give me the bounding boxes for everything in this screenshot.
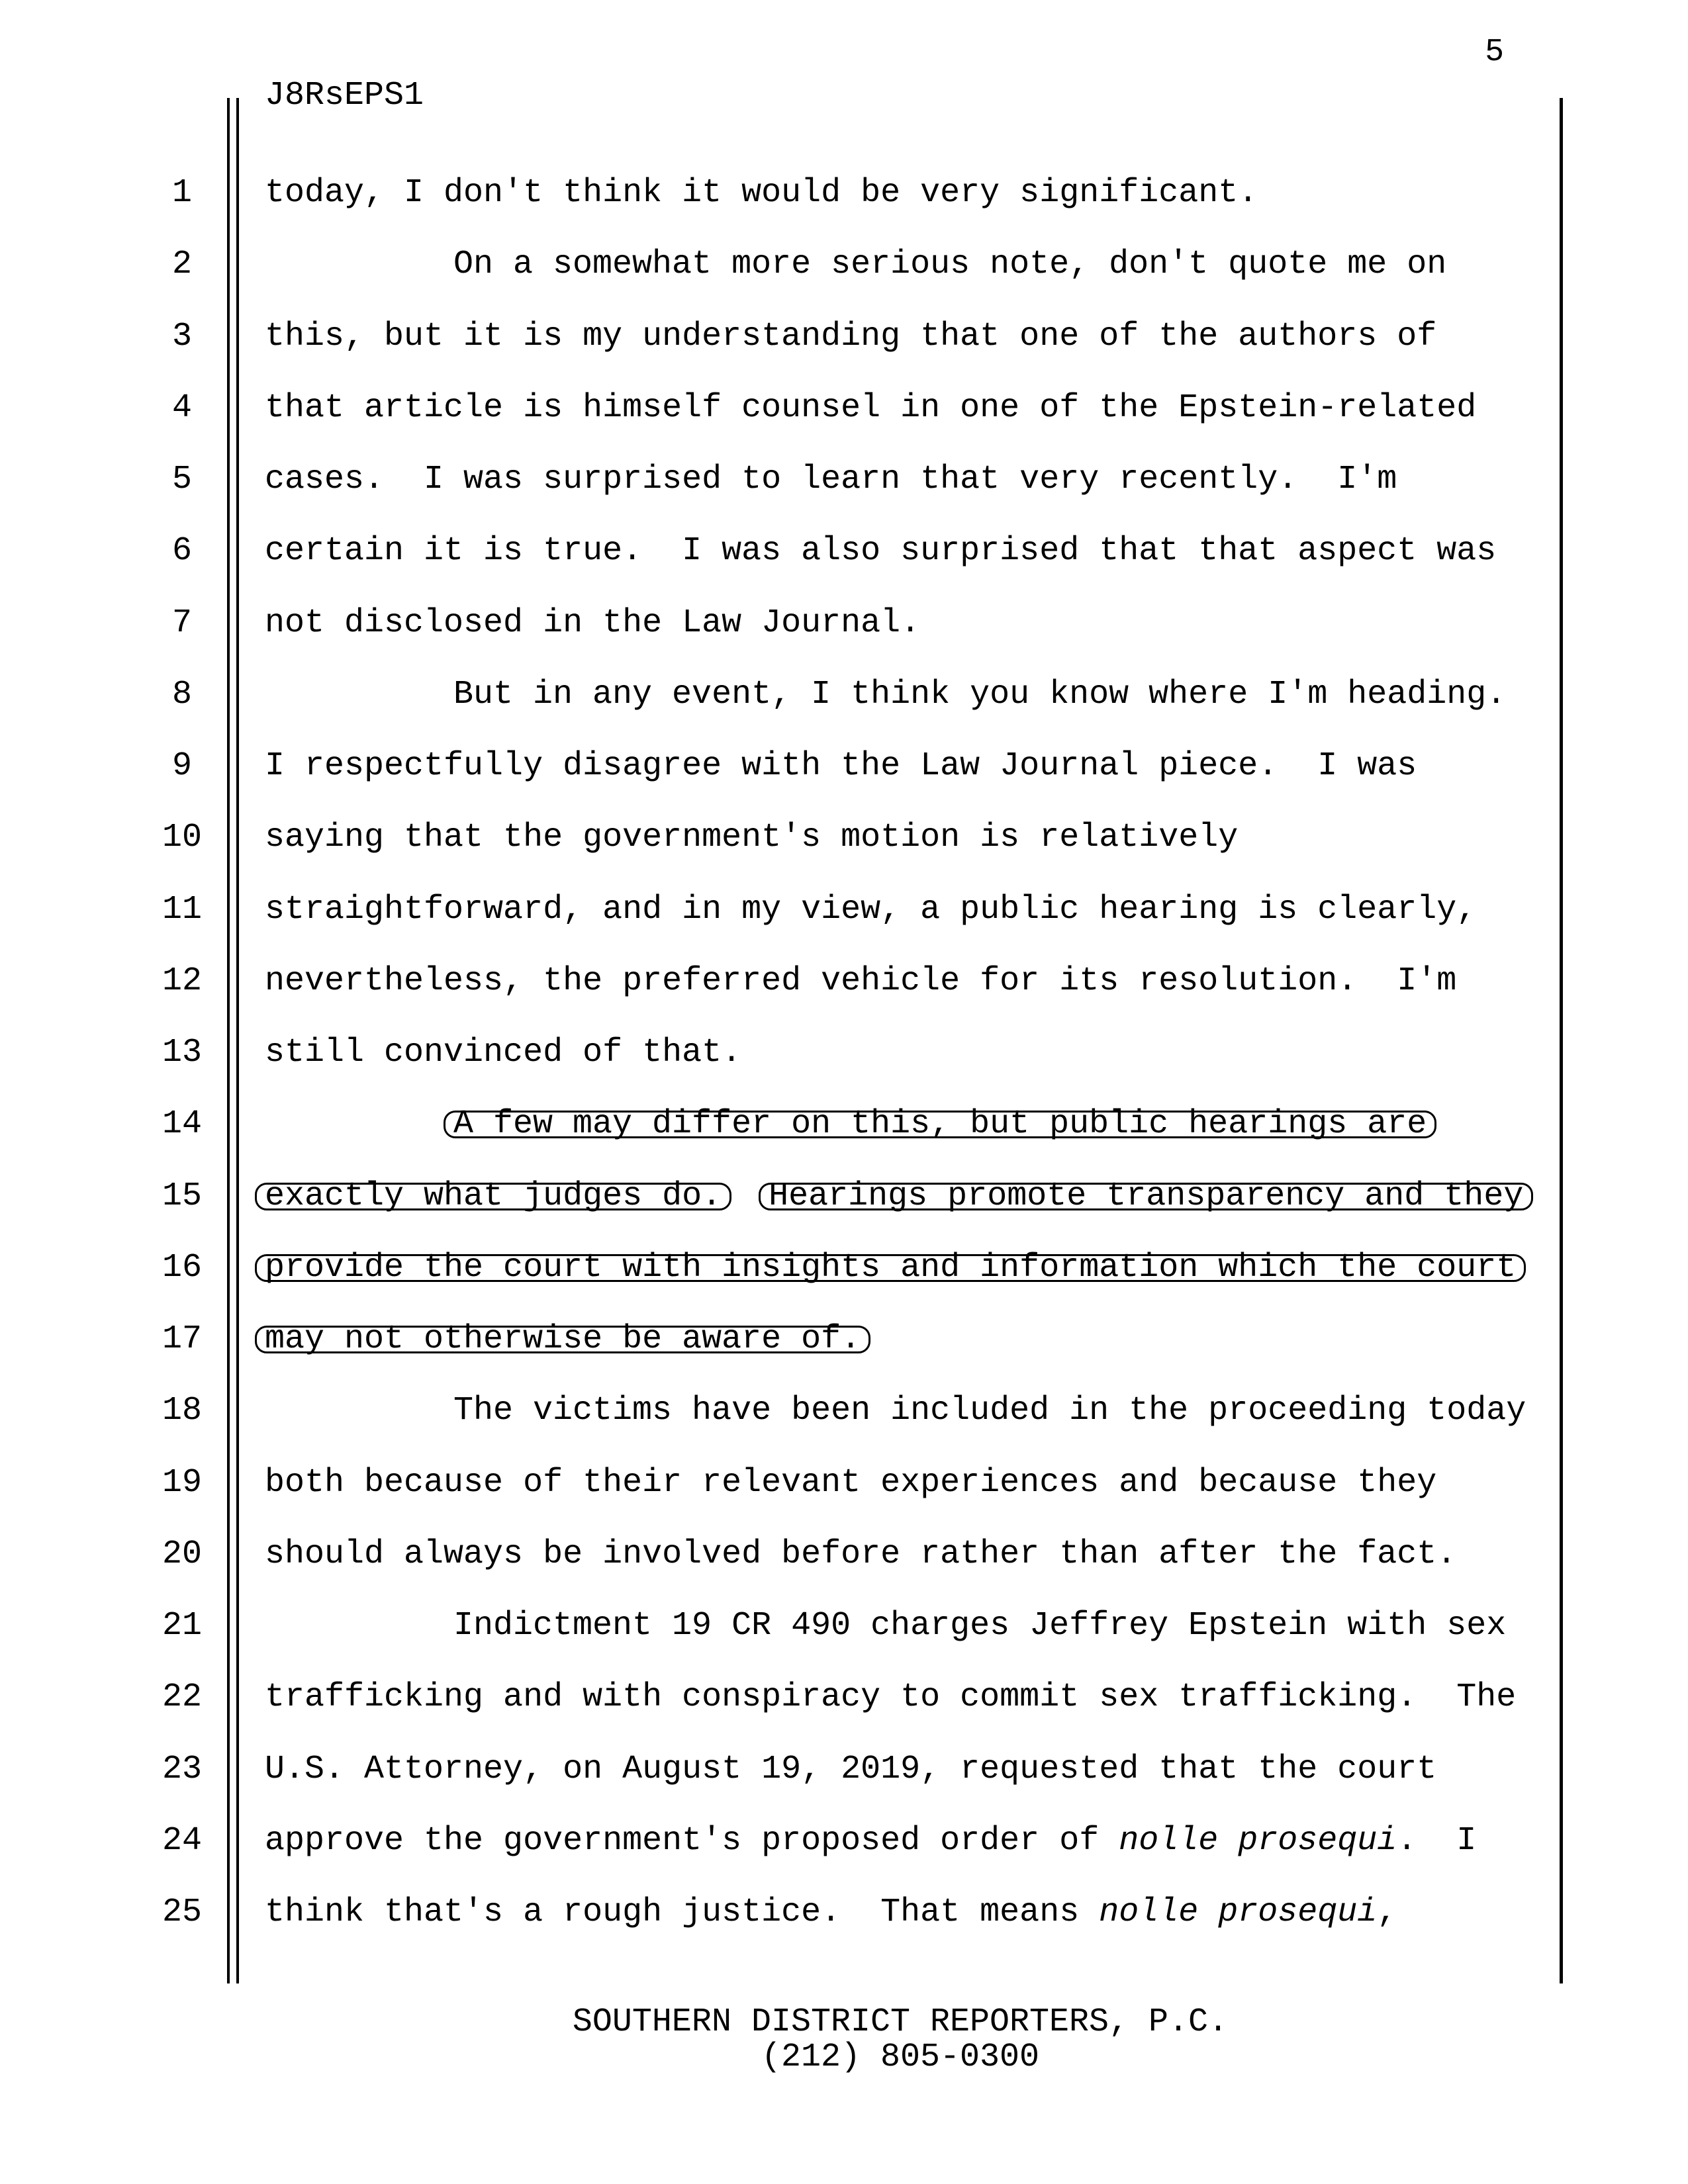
annotation-box: may not otherwise be aware of. xyxy=(255,1326,870,1353)
line-text xyxy=(265,318,1436,355)
line-text xyxy=(265,963,1456,1000)
line-number: 4 xyxy=(171,389,192,427)
line-number: 17 xyxy=(162,1320,202,1358)
transcript-line xyxy=(0,1536,1688,1573)
text-segment: think that's a rough justice. That means xyxy=(265,1893,1100,1931)
page-number: 5 xyxy=(1485,34,1504,70)
line-text xyxy=(265,748,1417,785)
line-text xyxy=(265,246,1446,283)
transcript-line xyxy=(0,1250,1688,1287)
transcript-line xyxy=(0,891,1688,929)
line-text xyxy=(265,1679,1516,1716)
line-number: 1 xyxy=(171,174,192,212)
text-segment: that article is himself counsel in one of the Epstein-related xyxy=(265,389,1477,427)
text-segment: The victims have been included in the proceeding today xyxy=(453,1392,1526,1430)
line-text xyxy=(265,1894,1397,1931)
line-number: 2 xyxy=(171,246,192,283)
transcript-line xyxy=(0,748,1688,785)
text-segment: cases. I was surprised to learn that very recently. I'm xyxy=(265,461,1397,498)
line-text xyxy=(265,1823,1476,1860)
line-number: 18 xyxy=(162,1392,202,1430)
footer-phone-number: (212) 805-0300 xyxy=(761,2038,1040,2076)
line-text xyxy=(265,1465,1436,1502)
transcript-line xyxy=(0,533,1688,570)
transcript-line xyxy=(0,1608,1688,1645)
transcript-line xyxy=(0,1894,1688,1931)
text-segment: both because of their relevant experiences and because they xyxy=(265,1464,1437,1502)
transcript-line xyxy=(0,1465,1688,1502)
annotation-box: Hearings promote transparency and they xyxy=(759,1183,1533,1210)
text-segment: not disclosed in the Law Journal. xyxy=(265,604,921,642)
line-number: 3 xyxy=(171,318,192,355)
text-segment: But in any event, I think you know where I'm heading. xyxy=(453,676,1507,713)
line-number: 6 xyxy=(171,532,192,570)
line-number: 23 xyxy=(162,1751,202,1788)
annotation-box: provide the court with insights and information which the court xyxy=(255,1254,1526,1282)
text-segment: . I xyxy=(1397,1822,1477,1860)
annotation-box: exactly what judges do. xyxy=(255,1183,731,1210)
transcript-line xyxy=(0,175,1688,212)
line-number: 16 xyxy=(162,1249,202,1287)
text-segment: saying that the government's motion is relatively xyxy=(265,819,1239,856)
transcript-line xyxy=(0,1034,1688,1071)
transcript-line xyxy=(0,963,1688,1000)
line-number: 13 xyxy=(162,1034,202,1071)
line-number: 20 xyxy=(162,1535,202,1573)
line-number: 10 xyxy=(162,819,202,856)
line-number: 11 xyxy=(162,891,202,929)
text-segment: , xyxy=(1377,1893,1397,1931)
line-number: 25 xyxy=(162,1893,202,1931)
transcript-line xyxy=(0,605,1688,642)
text-segment: nevertheless, the preferred vehicle for its resolution. I'm xyxy=(265,962,1457,1000)
text-segment: approve the government's proposed order of xyxy=(265,1822,1119,1860)
text-segment: straightforward, and in my view, a public hearing is clearly, xyxy=(265,891,1477,929)
line-text xyxy=(265,1034,741,1071)
text-segment: still convinced of that. xyxy=(265,1034,742,1071)
line-text xyxy=(265,175,1258,212)
text-segment: I respectfully disagree with the Law Journal piece. I was xyxy=(265,747,1417,785)
text-segment: On a somewhat more serious note, don't quote me on xyxy=(453,246,1447,283)
transcript-line xyxy=(0,1679,1688,1716)
line-text xyxy=(265,1321,868,1358)
transcript-line xyxy=(0,1178,1688,1215)
line-text xyxy=(265,461,1397,498)
line-text xyxy=(265,676,1506,713)
transcript-line xyxy=(0,1392,1688,1430)
transcript-header-id: J8RsEPS1 xyxy=(265,77,424,114)
line-text xyxy=(265,1106,1434,1143)
text-segment: nolle prosequi xyxy=(1119,1822,1397,1860)
text-segment: trafficking and with conspiracy to commit sex trafficking. The xyxy=(265,1678,1517,1716)
line-number: 15 xyxy=(162,1177,202,1215)
transcript-line xyxy=(0,246,1688,283)
line-number: 9 xyxy=(171,747,192,785)
transcript-line xyxy=(0,318,1688,355)
text-segment: today, I don't think it would be very significant. xyxy=(265,174,1258,212)
text-segment: should always be involved before rather than after the fact. xyxy=(265,1535,1457,1573)
transcript-line xyxy=(0,390,1688,427)
line-number: 21 xyxy=(162,1607,202,1645)
transcript-line xyxy=(0,1106,1688,1143)
footer-reporter-name: SOUTHERN DISTRICT REPORTERS, P.C. xyxy=(572,2003,1229,2041)
transcript-line xyxy=(0,461,1688,498)
transcript-line xyxy=(0,1321,1688,1358)
transcript-line xyxy=(0,1823,1688,1860)
transcript-line xyxy=(0,1751,1688,1788)
text-segment: nolle prosequi xyxy=(1099,1893,1378,1931)
line-number: 7 xyxy=(171,604,192,642)
transcript-line xyxy=(0,676,1688,713)
line-number: 19 xyxy=(162,1464,202,1502)
line-text xyxy=(265,891,1476,929)
line-number: 5 xyxy=(171,461,192,498)
line-text xyxy=(265,1751,1436,1788)
line-text xyxy=(265,1608,1506,1645)
line-number: 8 xyxy=(171,676,192,713)
text-segment: certain it is true. I was also surprised that that aspect was xyxy=(265,532,1497,570)
line-number: 22 xyxy=(162,1678,202,1716)
line-text xyxy=(265,1178,1530,1215)
line-text xyxy=(265,605,920,642)
line-text xyxy=(265,1250,1523,1287)
line-number: 24 xyxy=(162,1822,202,1860)
line-number: 12 xyxy=(162,962,202,1000)
line-number: 14 xyxy=(162,1105,202,1143)
annotation-box: A few may differ on this, but public hearings are xyxy=(444,1111,1436,1138)
line-text xyxy=(265,819,1238,856)
line-text xyxy=(265,390,1476,427)
text-segment: U.S. Attorney, on August 19, 2019, requested that the court xyxy=(265,1751,1437,1788)
line-text xyxy=(265,1536,1456,1573)
line-text xyxy=(265,1392,1526,1430)
transcript-line xyxy=(0,819,1688,856)
text-segment: this, but it is my understanding that one of the authors of xyxy=(265,318,1437,355)
text-segment: Indictment 19 CR 490 charges Jeffrey Epstein with sex xyxy=(453,1607,1507,1645)
line-text xyxy=(265,533,1496,570)
